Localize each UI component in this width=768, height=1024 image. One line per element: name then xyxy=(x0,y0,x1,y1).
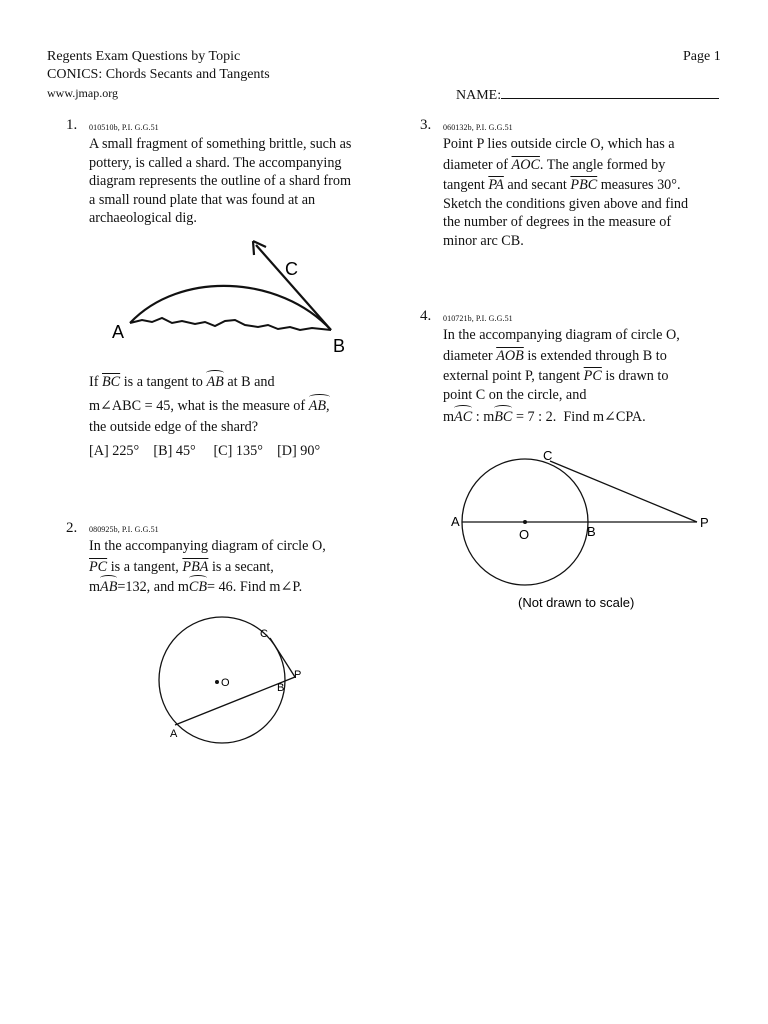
q2-label-o: O xyxy=(221,677,230,689)
q4-text xyxy=(443,326,743,427)
q4-colon-m: : m xyxy=(475,409,495,426)
q1-choices xyxy=(89,442,399,461)
q1-tangent-text: is a tangent to xyxy=(123,374,203,390)
name-label: NAME: xyxy=(456,88,502,103)
q3-diameter-of: diameter of xyxy=(443,156,508,173)
q2-find: Find m∠P. xyxy=(239,579,303,596)
q2-label-a: A xyxy=(170,728,178,740)
q1-line: a small round plate that was found at an xyxy=(89,191,316,208)
q2-circle-diagram xyxy=(150,615,320,750)
q2-label-c: C xyxy=(260,628,268,640)
q1-number: 1. xyxy=(66,117,78,133)
arc-ac-q4: AC xyxy=(454,409,473,426)
segment-aoc: $\overline{AOC}$ xyxy=(511,156,540,173)
q1-at-b: at B and xyxy=(227,374,275,390)
q1-what-is: what is the measure of xyxy=(177,397,306,414)
q1-if: If xyxy=(89,374,99,390)
q4-label-b: B xyxy=(587,524,596,539)
segment-bc: $\overline{BC}$ xyxy=(102,374,121,390)
shard-broken-edge xyxy=(130,318,331,330)
q2-m2: m xyxy=(177,579,189,596)
q3-measures: measures 30°. xyxy=(600,177,681,194)
q4-label-o: O xyxy=(519,527,530,542)
q4-note: (Not drawn to scale) xyxy=(518,595,635,610)
q2-number: 2. xyxy=(66,520,78,536)
segment-pa: $\overline{PA}$ xyxy=(488,177,504,194)
q1-line: pottery, is called a shard. The accompanying xyxy=(89,154,342,171)
q2-val-ab: =132, xyxy=(117,579,151,596)
q4-id: 010721b, P.I. G.G.51 xyxy=(443,314,513,323)
q2-secant: is a secant, xyxy=(211,558,274,575)
q2-m: m xyxy=(89,579,101,596)
q1-id: 010510b, P.I. G.G.51 xyxy=(89,123,159,132)
q1-line: A small fragment of something brittle, such as xyxy=(89,136,352,152)
q4-number: 4. xyxy=(420,308,432,324)
segment-pc-q4: $\overline{PC}$ xyxy=(583,368,602,385)
q1-shard-diagram xyxy=(100,235,370,360)
q3-tangent: tangent xyxy=(443,177,485,194)
q2-tangent: is a tangent, xyxy=(110,558,179,575)
doc-title: Regents Exam Questions by Topic xyxy=(47,49,241,64)
label-c: C xyxy=(285,259,298,279)
q4-label-c: C xyxy=(543,448,553,463)
q2-text xyxy=(89,537,409,597)
q2-val-cb: = 46. xyxy=(207,579,237,596)
q1-text xyxy=(89,135,389,228)
q1-line: diagram represents the outline of a shard from xyxy=(89,173,351,190)
choice-b: [B] 45° xyxy=(153,442,196,459)
arc-ab-2: AB, xyxy=(308,397,330,414)
q4-label-a: A xyxy=(451,514,460,529)
website: www.jmap.org xyxy=(47,86,118,100)
q4-is-drawn-to: is drawn to xyxy=(605,368,669,385)
q4-line1: In the accompanying diagram of circle O, xyxy=(443,327,680,343)
q2-id: 080925b, P.I. G.G.51 xyxy=(89,525,159,534)
label-a: A xyxy=(112,322,125,342)
arc-cb-q2: CB xyxy=(188,579,208,596)
q3-line6: minor arc CB. xyxy=(443,232,524,249)
q3-line1: Point P lies outside circle O, which has a xyxy=(443,136,675,152)
q3-angle-formed: . The angle formed by xyxy=(539,156,666,173)
segment-pba: $\overline{PBA}$ xyxy=(182,558,209,575)
choice-a: [A] 225° xyxy=(89,442,140,459)
q1-line: archaeological dig. xyxy=(89,210,197,227)
q4-ratio: = 7 : 2. xyxy=(515,409,557,426)
segment-pc: $\overline{PC}$ xyxy=(89,558,108,575)
q2-line1: In the accompanying diagram of circle O, xyxy=(89,538,326,554)
q3-number: 3. xyxy=(420,117,432,133)
q4-is-extended: is extended through B to xyxy=(527,347,667,364)
q1-outside-edge: the outside edge of the shard? xyxy=(89,419,259,436)
arc-bc-q4: BC xyxy=(494,409,513,426)
q1-question xyxy=(89,373,399,460)
q4-label-p: P xyxy=(700,515,709,530)
q1-angle-abc: m∠ABC = 45, xyxy=(89,397,174,414)
name-field xyxy=(456,84,719,104)
segment-aob: $\overline{AOB}$ xyxy=(496,347,524,364)
tangent-line-bc xyxy=(256,245,331,330)
q4-line4: point C on the circle, and xyxy=(443,386,587,403)
q3-and-secant: and secant xyxy=(507,177,567,194)
q3-line4: Sketch the conditions given above and find xyxy=(443,195,689,212)
q4-find: Find m∠CPA. xyxy=(563,409,646,426)
name-blank xyxy=(501,84,719,99)
page-number: Page 1 xyxy=(683,49,721,64)
center-dot xyxy=(215,680,219,684)
tangent-pc-q4 xyxy=(550,461,697,522)
segment-pbc: $\overline{PBC}$ xyxy=(570,177,598,194)
q4-diameter: diameter xyxy=(443,347,493,364)
q2-label-b: B xyxy=(277,682,285,694)
q4-external-point: external point P, tangent xyxy=(443,368,581,385)
q2-and: and xyxy=(153,579,175,596)
q4-circle-diagram xyxy=(445,445,725,620)
q2-label-p: P xyxy=(294,669,302,681)
label-b: B xyxy=(333,336,346,356)
arc-ab-q2: AB xyxy=(100,579,118,596)
q3-text xyxy=(443,135,743,251)
arc-ab: AB xyxy=(206,374,224,390)
q3-line5: the number of degrees in the measure of xyxy=(443,214,672,231)
shard-arc xyxy=(130,286,331,330)
q3-id: 060132b, P.I. G.G.51 xyxy=(443,123,513,132)
q4-m: m xyxy=(443,409,455,426)
choice-c: [C] 135° xyxy=(213,442,263,459)
doc-subtitle: CONICS: Chords Secants and Tangents xyxy=(47,67,270,82)
tangent-pc xyxy=(270,638,295,677)
choice-d: [D] 90° xyxy=(277,442,321,459)
